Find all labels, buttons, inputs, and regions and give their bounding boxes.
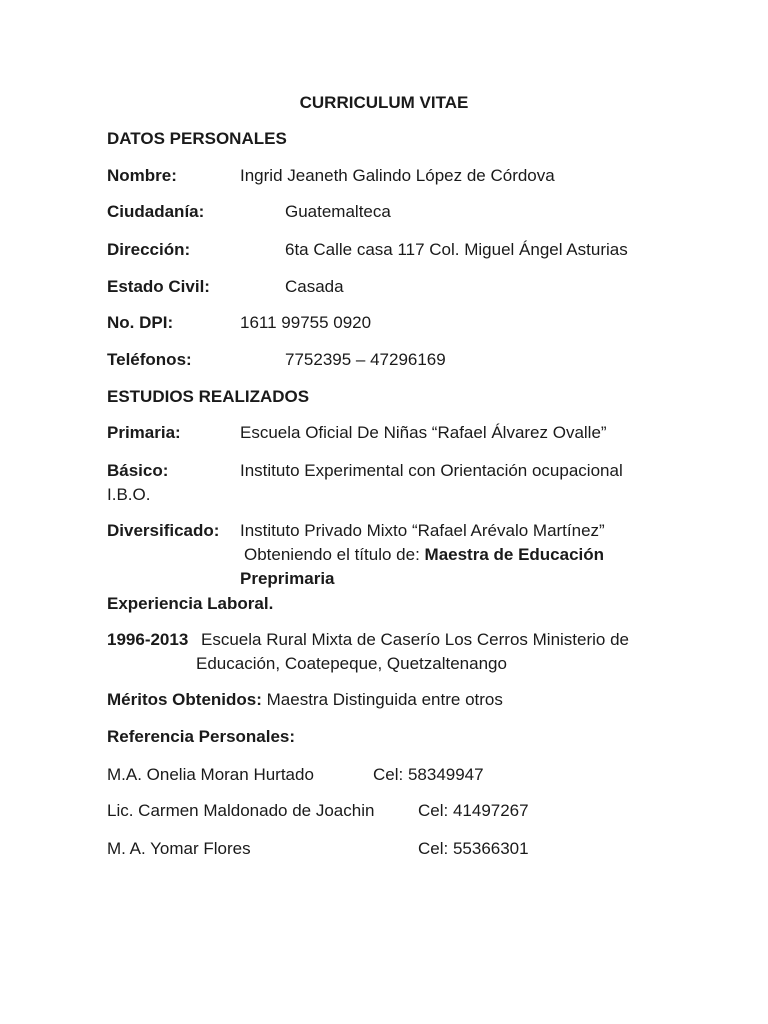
value-basico-cont: I.B.O. [107,485,151,504]
label-dpi: No. DPI: [107,313,174,332]
label-ciudadania: Ciudadanía: [107,202,205,221]
diversificado-title-line [244,545,604,565]
value-telefonos: 7752395 – 47296169 [285,350,446,369]
title-prefix: Obteniendo el título de: [244,545,425,564]
label-direccion: Dirección: [107,240,191,259]
reference-phone: Cel: 58349947 [373,765,484,784]
label-nombre: Nombre: [107,166,177,185]
value-direccion: 6ta Calle casa 117 Col. Miguel Ángel Asturias [285,240,628,259]
value-ciudadania: Guatemalteca [285,202,391,221]
label-estado-civil: Estado Civil: [107,277,210,296]
reference-name: M.A. Onelia Moran Hurtado [107,765,314,784]
value-diversificado: Instituto Privado Mixto “Rafael Arévalo Martínez” [240,521,605,540]
value-dpi: 1611 99755 0920 [240,313,372,332]
value-estado-civil: Casada [285,277,344,296]
meritos-label: Méritos Obtenidos: [107,690,262,709]
experiencia-line-2: Educación, Coatepeque, Quetzaltenango [196,654,507,673]
section-heading-experiencia: Experiencia Laboral. [107,594,274,613]
label-basico: Básico: [107,461,169,480]
value-nombre: Ingrid Jeaneth Galindo López de Córdova [240,166,555,185]
label-primaria: Primaria: [107,423,181,442]
section-heading-datos-personales: DATOS PERSONALES [107,129,287,148]
value-basico: Instituto Experimental con Orientación ocupacional [240,461,623,480]
reference-phone: Cel: 55366301 [418,839,529,858]
label-telefonos: Teléfonos: [107,350,192,369]
reference-phone: Cel: 41497267 [418,801,529,820]
experiencia-line-1: Escuela Rural Mixta de Caserío Los Cerros Ministerio de [201,630,630,649]
title-bold: Maestra de Educación [424,545,605,564]
reference-name: Lic. Carmen Maldonado de Joachin [107,801,375,820]
experiencia-years: 1996-2013 [107,630,189,649]
document-title: CURRICULUM VITAE [299,93,469,112]
meritos-value: Maestra Distinguida entre otros [266,690,503,709]
value-primaria: Escuela Oficial De Niñas “Rafael Álvarez Ovalle” [240,423,607,442]
label-diversificado: Diversificado: [107,521,220,540]
section-heading-estudios: ESTUDIOS REALIZADOS [107,387,310,406]
reference-name: M. A. Yomar Flores [107,839,251,858]
section-heading-referencias: Referencia Personales: [107,727,296,746]
meritos-line [107,690,503,710]
diversificado-title-cont: Preprimaria [240,569,335,588]
